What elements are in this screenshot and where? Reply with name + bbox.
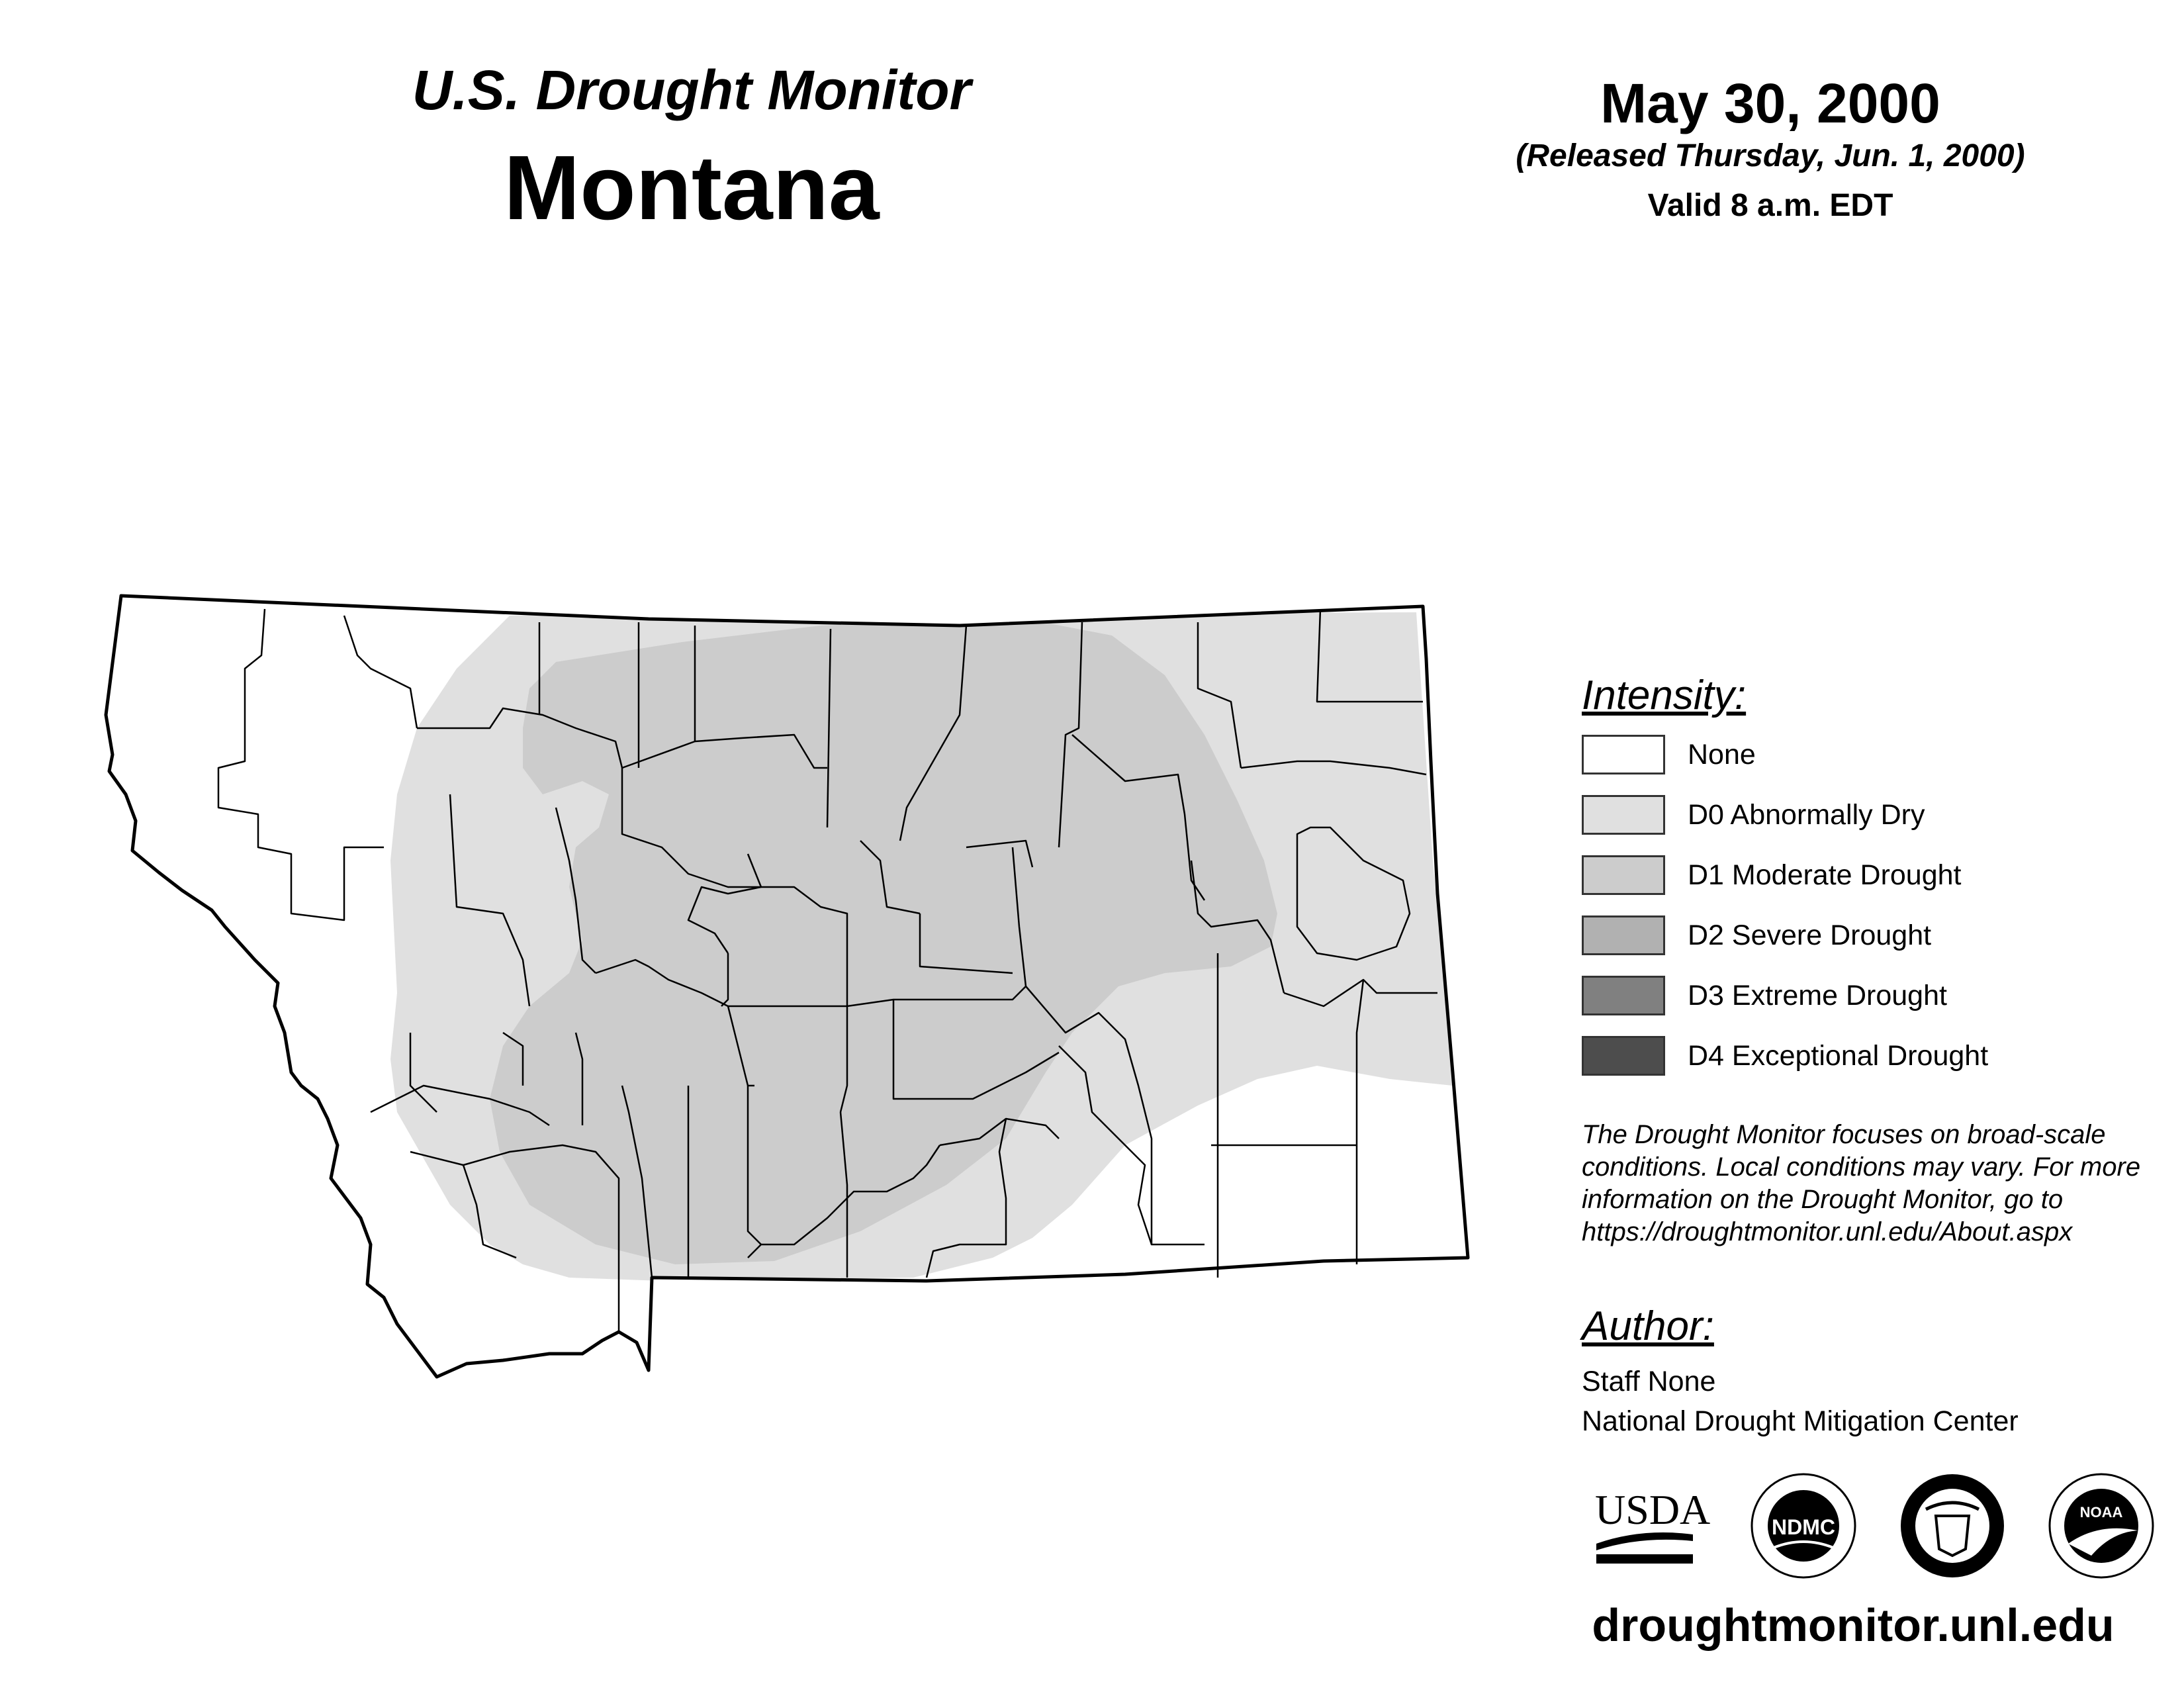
svg-text:NDMC: NDMC (1772, 1515, 1835, 1539)
legend-title: Intensity: (1582, 673, 1747, 718)
legend-label: D4 Exceptional Drought (1688, 1040, 1989, 1072)
legend-swatch (1582, 735, 1665, 774)
legend-label: None (1688, 739, 1756, 771)
map-title: Montana (504, 137, 880, 239)
valid-time: Valid 8 a.m. EDT (1647, 188, 1893, 223)
release-date: (Released Thursday, Jun. 1, 2000) (1516, 138, 2025, 173)
legend-swatch (1582, 915, 1665, 955)
legend-label: D2 Severe Drought (1688, 919, 1932, 951)
svg-text:NOAA: NOAA (2079, 1504, 2123, 1521)
legend-label: D0 Abnormally Dry (1688, 799, 1925, 831)
author-title: Author: (1582, 1303, 1714, 1349)
noaa-logo (2050, 1474, 2153, 1577)
partner-logos (1588, 1470, 2164, 1582)
disclaimer-text: The Drought Monitor focuses on broad-scale conditions. Local conditions may vary. For more information on the Drought Monitor, go to https://droughtmonitor.unl.edu/About.aspx (1582, 1120, 2141, 1246)
svg-text:USDA: USDA (1595, 1486, 1711, 1533)
website-url[interactable]: droughtmonitor.unl.edu (1592, 1599, 2115, 1651)
ndmc-logo (1752, 1474, 1855, 1577)
legend-swatch (1582, 795, 1665, 835)
author-org: National Drought Mitigation Center (1582, 1405, 2019, 1437)
legend-swatch (1582, 976, 1665, 1015)
map-subtitle: U.S. Drought Monitor (412, 59, 972, 121)
map-date: May 30, 2000 (1600, 72, 1940, 134)
commerce-seal-icon (1901, 1474, 2004, 1577)
author-name: Staff None (1582, 1366, 1716, 1397)
legend-label: D3 Extreme Drought (1688, 980, 1947, 1011)
usda-logo (1595, 1486, 1710, 1564)
legend-swatch (1582, 855, 1665, 895)
legend-swatch (1582, 1036, 1665, 1076)
legend-label: D1 Moderate Drought (1688, 859, 1962, 891)
d1-moderate-drought-area (490, 619, 1277, 1264)
